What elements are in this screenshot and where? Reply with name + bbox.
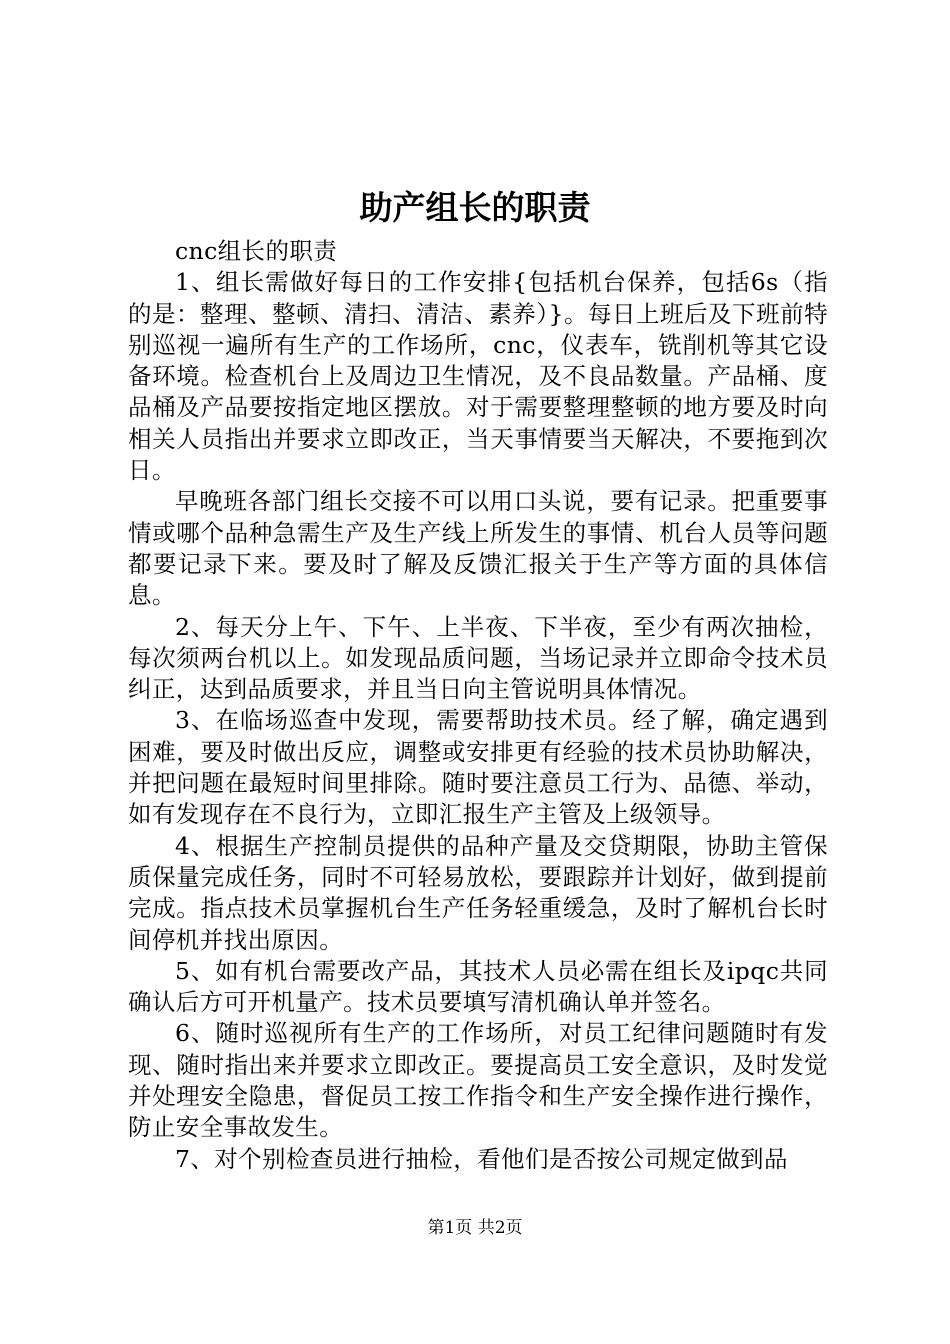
paragraph-shift-handover: 早晚班各部门组长交接不可以用口头说，要有记录。把重要事情或哪个品种急需生产及生产线上所发生的事情、机台人员等问题都要记录下来。要及时了解及反馈汇报关于生产等方面的具体信息。 [128, 487, 828, 610]
document-title: 助产组长的职责 [359, 188, 591, 227]
paragraph-item-2: 2、每天分上午、下午、上半夜、下半夜，至少有两次抽检，每次须两台机以上。如发现品质问题，当场记录并立即命令技术员纠正，达到品质要求，并且当日向主管说明具体情况。 [128, 612, 828, 704]
paragraph-item-4: 4、根据生产控制员提供的品种产量及交贷期限，协助主管保质保量完成任务，同时不可轻易放松，要跟踪并计划好，做到提前完成。指点技术员掌握机台生产任务轻重缓急，及时了解机台长时间停机并找出原因。 [128, 831, 828, 954]
paragraph-item-3: 3、在临场巡查中发现，需要帮助技术员。经了解，确定遇到困难，要及时做出反应，调整或安排更有经验的技术员协助解决，并把问题在最短时间里排除。随时要注意员工行为、品德、举动，如有发现存在不良行为，立即汇报生产主管及上级领导。 [128, 706, 828, 829]
document-body [128, 236, 828, 1175]
paragraph-subtitle: cnc组长的职责 [175, 237, 338, 265]
paragraph-item-5: 5、如有机台需要改产品，其技术人员必需在组长及ipqc共同确认后方可开机量产。技术员要填写清机确认单并签名。 [128, 956, 828, 1017]
page-number-footer: 第1页 共2页 [427, 1218, 523, 1238]
paragraph-item-1: 1、组长需做好每日的工作安排{包括机台保养，包括6s（指的是：整理、整顿、清扫、清洁、素养）}。每日上班后及下班前特别巡视一遍所有生产的工作场所，cnc，仪表车，铣削机等其它设备环境。检查机台上及周边卫生情况，及不良品数量。产品桶、度品桶及产品要按指定地区摆放。对于需要整理整顿的地方要及时向相关人员指出并要求立即改正，当天事情要当天解决，不要拖到次日。 [128, 268, 828, 485]
paragraph-item-6: 6、随时巡视所有生产的工作场所，对员工纪律问题随时有发现、随时指出来并要求立即改正。要提高员工安全意识，及时发觉并处理安全隐患，督促员工按工作指令和生产安全操作进行操作，防止安全事故发生。 [128, 1019, 828, 1142]
paragraph-item-7: 7、对个别检查员进行抽检，看他们是否按公司规定做到品 [175, 1144, 788, 1173]
